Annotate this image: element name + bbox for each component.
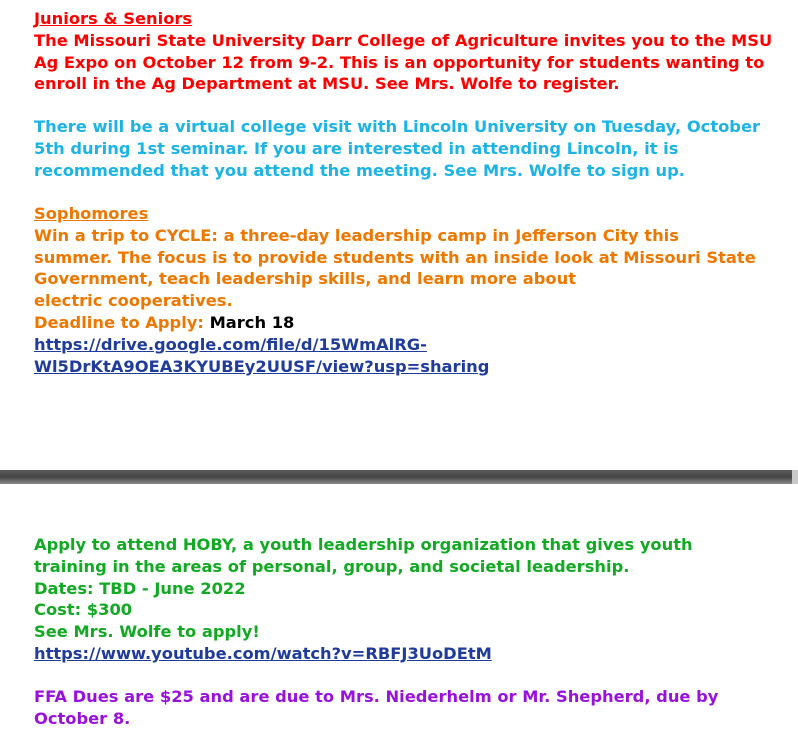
hoby-cost: Cost: $300 [34,600,133,620]
deadline-row [34,312,784,334]
hoby-announcement [34,534,784,665]
cycle-line: summer. The focus is to provide students with an inside look at Missouri State [34,247,756,267]
hoby-line: Apply to attend HOBY, a youth leadership organization that gives youth [34,535,693,554]
ffa-line: FFA Dues are $25 and are due to Mrs. Niederhelm or Mr. Shepherd, due by [34,687,719,706]
ffa-line: October 8. [34,708,131,728]
msu-line: The Missouri State University Darr College of Agriculture invites you to the MSU [34,30,773,50]
deadline-value: March 18 [209,312,295,332]
page-separator [0,470,798,484]
cycle-camp-announcement [34,203,784,377]
ffa-dues-announcement [34,686,784,730]
sophomores-heading: Sophomores [34,204,149,223]
lincoln-line: recommended that you attend the meeting. See Mrs. Wolfe to sign up. [34,160,685,180]
lincoln-line: There will be a virtual college visit with Lincoln University on Tuesday, October [34,117,761,136]
cycle-link-line[interactable]: Wl5DrKtA9OEA3KYUBEy2UUSF/view?usp=sharing [34,356,490,376]
hoby-link-row[interactable] [34,643,784,665]
cycle-line: Win a trip to CYCLE: a three-day leadership camp in Jefferson City this [34,225,679,245]
lincoln-visit-announcement [34,116,784,181]
cycle-link-line[interactable]: https://drive.google.com/file/d/15WmAlRG- [34,334,427,354]
cycle-link[interactable] [34,334,784,356]
juniors-seniors-heading: Juniors & Seniors [34,9,193,28]
hoby-apply: See Mrs. Wolfe to apply! [34,622,260,642]
msu-ag-expo-announcement [34,8,784,95]
hoby-dates: Dates: TBD - June 2022 [34,578,246,598]
cycle-line: electric cooperatives. [34,291,233,311]
hoby-line: training in the areas of personal, group, and societal leadership. [34,556,630,576]
cycle-line: Government, teach leadership skills, and learn more about [34,269,576,289]
deadline-label: Deadline to Apply: [34,312,204,332]
lincoln-line: 5th during 1st seminar. If you are interested in attending Lincoln, it is [34,138,679,158]
cycle-link-continued[interactable] [34,356,784,378]
msu-line: Ag Expo on October 12 from 9-2. This is an opportunity for students wanting to [34,52,765,72]
hoby-link[interactable]: https://www.youtube.com/watch?v=RBFJ3UoDEtM [34,643,492,663]
msu-line: enroll in the Ag Department at MSU. See Mrs. Wolfe to register. [34,74,620,94]
